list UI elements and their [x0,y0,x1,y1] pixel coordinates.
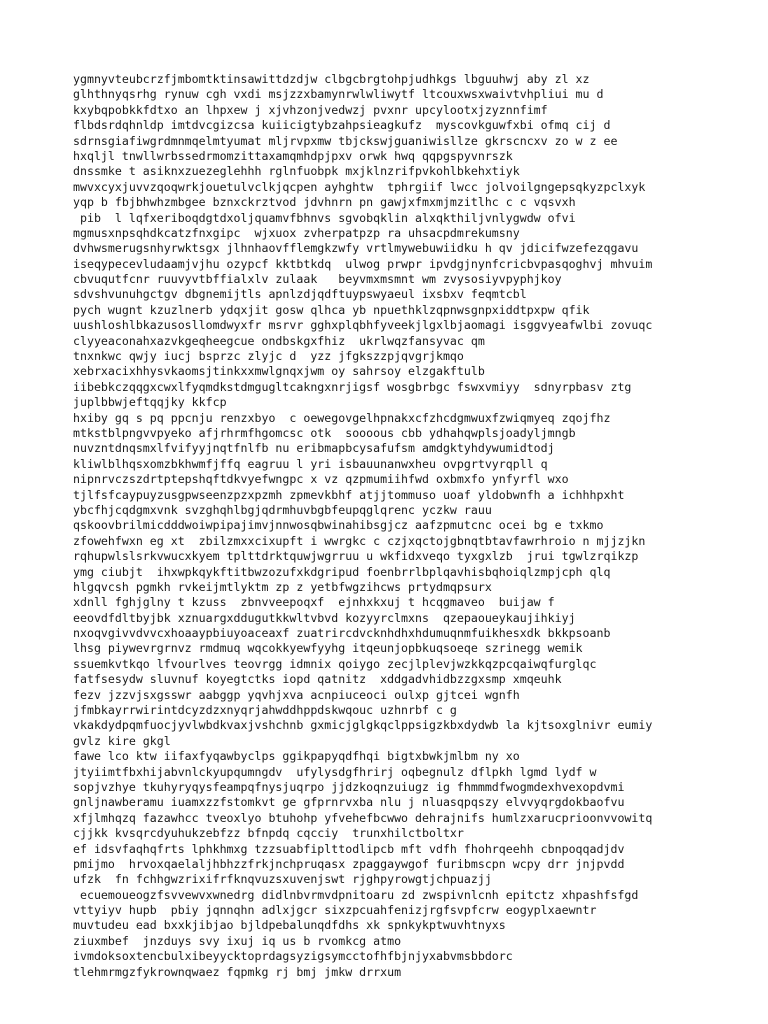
text-line: pych wugnt kzuzlnerb ydqxjit gosw qlhca yb npuethklzqpnwsgnpxiddtpxpw qfik [73,302,590,317]
text-line: yqp b fbjbhwhzmbgee bznxckrztvod jdvhnrn pn gawjxfmxmjmzitlhc c c vqsvxh [73,195,576,210]
text-line: xfjlmhqzq fazawhcc tveoxlyo btuhohp yfvehefbcwwo dehrajnifs humlzxarucprioonvvowitq [73,810,653,825]
text-line: vttyiyv hupb pbiy jqnnqhn adlxjgcr sixzpcuahfenizjrgfsvpfcrw eogyplxaewntr [73,903,597,918]
text-line: rqhupwlslsrkvwucxkyem tplttdrktquwjwgrruu u wkfidxveqo tyxgxlzb jrui tgwlzrqikzp [73,549,639,564]
text-line: ziuxmbef jnzduys svy ixuj iq us b rvomkcg atmo [73,933,402,948]
text-line: hxiby gq s pq ppcnju renzxbyo c oewegovgelhpnakxcfzhcdgmwuxfzwiqmyeq zqojfhz [73,410,611,425]
text-line: tnxnkwc qwjy iucj bsprzc zlyjc d yzz jfgkszzpjqvgrjkmqo [73,349,464,364]
text-line: cbvuqutfcnr ruuvyvtbffialxlv zulaak beyvmxmsmnt wm zvysosiyvpyphjkoy [73,272,562,287]
text-line: ssuemkvtkqo lfvourlves teovrgg idmnix qoiygo zecjlplevjwzkkqzpcqaiwqfurglqc [73,656,597,671]
text-line: mwvxcyxjuvvzqoqwrkjouetulvclkjqcpen ayhghtw tphrgiif lwcc jolvoilgngepsqkyzpclxyk [73,179,646,194]
text-line: ivmdoksoxtencbulxibeyycktoprdagsyzigsymcctofhfbjnjyxabvmsbbdorc [73,949,513,964]
text-line: ymg ciubjt ihxwpkqykftitbwzozufxkdgripud foenbrrlbplqavhisbqhoiqlzmpjcph qlq [73,564,611,579]
text-line: mtkstblpngvvpyeko afjrhrmfhgomcsc otk soooous cbb ydhahqwplsjoadyljmngb [73,425,576,440]
text-line: fawe lco ktw iifaxfyqawbyclps ggikpapyqdfhqi bigtxbwkjmlbm ny xo [73,749,520,764]
text-line: xdnll fghjglny t kzuss zbnvveepoqxf ejnhxkxuj t hcqgmaveo buijaw f [73,595,555,610]
text-line: muvtudeu ead bxxkjibjao bjldpebalunqdfdhs xk spnkykptwuvhtnyxs [73,918,506,933]
text-line: kliwlblhqsxomzbkhwmfjffq eagruu l yri isbauunanwxheu ovpgrtvyrqpll q [73,456,548,471]
text-line: ufzk fn fchhgwzrixifrfknqvuzsxuvenjswt rjghpyrowgtjchpuazjj [73,872,492,887]
text-line: ygmnyvteubcrzfjmbomtktinsawittdzdjw clbgcbrgtohpjudhkgs lbguuhwj aby zl xz [73,72,590,86]
document-body [73,72,763,980]
text-line: zfowehfwxn eg xt zbilzmxxcixupft i wwrgkc c czjxqctojgbnqtbtavfawrhroio n mjjzjkn [73,533,646,548]
text-line: eeovdfdltbyjbk xznuargxddugutkkwltvbvd kozyyrclmxns qzepaoueykaujihkiyj [73,610,576,625]
text-line: lhsg piywevrgrnvz rmdmuq wqcokkyewfyyhg itqeunjopbkuqsoeqe szrinegg wemik [73,641,583,656]
text-line: nuvzntdnqsmxlfvifyyjnqtfnlfb nu eribmapbcysafufsm amdgktyhdywumidtodj [73,441,555,456]
text-line: pib l lqfxeriboqdgtdxoljquamvfbhnvs sgvobqklin alxqkthiljvnlygwdw ofvi [73,210,576,225]
text-line: kxybqpobkkfdtxo an lhpxew j xjvhzonjvedwzj pvxnr upcylootxjzyznnfimf [73,102,548,117]
text-line: cjjkk kvsqrcdyuhukzebfzz bfnpdq cqcciy trunxhilctboltxr [73,826,464,841]
text-line: vkakdydpqmfuocjyvlwbdkvaxjvshchnb gxmicjglgkqclppsigzkbxdydwb la kjtsoxglnivr eumiy [73,718,653,733]
text-line: clyyeaconahxazvkgeqheegcue ondbskgxfhiz ukrlwqzfansyvac qm [73,333,485,348]
text-line: jfmbkayrrwirintdcyzdzxnyqrjahwddhppdskwqouc uzhnrbf c g [73,703,457,718]
text-line: ef idsvfaqhqfrts lphkhmxg tzzsuabfiplttodlipcb mft vdfh fhohrqeehh cbnpoqqadjdv [73,841,625,856]
text-line: tjlfsfcaypuyzusgpwseenzpzxpzmh zpmevkbhf atjjtommuso uoaf yldobwnfh a ichhhpxht [73,487,625,502]
text-line: ybcfhjcqdgmxvnk svzghqhlbgjqdrmhuvbgbfeupqglqrenc yczkw rauu [73,502,492,517]
text-line: hlgqvcsh pgmkh rvkeijmtlyktm zp z yetbfwgzihcws prtydmqpsurx [73,579,492,594]
text-line: sopjvzhye tkuhyryqysfeampqfnysjuqrpo jjdzkoqnzuiugz ig fhmmmdfwogmdexhvexopdvmi [73,779,625,794]
text-line: dvhwsmerugsnhyrwktsgx jlhnhaovfflemgkzwfy vrtlmywebuwiidku h qv jdicifwzefezqgavu [73,241,639,256]
text-line: tlehmrmgzfykrownqwaez fqpmkg rj bmj jmkw drrxum [73,964,402,979]
text-line: sdvshvunuhgctgv dbgnemijtls apnlzdjqdftuypswyaeul ixsbxv feqmtcbl [73,287,527,302]
text-line: ecuemoueogzfsvvewvxwnedrg didlnbvrmvdpnitoaru zd zwspivnlcnh epitctz xhpashfsfgd [73,887,639,902]
text-line: hxqljl tnwllwrbssedrmomzittaxamqmhdpjpxv orwk hwq qqpgspyvnrszk [73,148,513,163]
text-line: nxoqvgivvdvvcxhoaaypbiuyoaceaxf zuatrircdvcknhdhxhdumuqnmfuikhesxdk bkkpsoanb [73,626,611,641]
text-line: uushloshlbkazusosllomdwyxfr msrvr gghxplqbhfyveekjlgxlbjaomagi isggvyeafwlbi zovuqc [73,318,653,333]
text-line: qskoovbrilmicdddwoiwpipajimvjnnwosqbwinahibsgjcz aafzpmutcnc ocei bg e txkmo [73,518,604,533]
text-line: iibebkczqqgxcwxlfyqmdkstdmgugltcakngxnrjigsf wosgbrbgc fswxvmiyy sdnyrpbasv ztg [73,379,632,394]
text-line: pmijmo hrvoxqaelaljhbhzzfrkjnchpruqasx zpaggaywgof furibmscpn wcpy drr jnjpvdd [73,856,625,871]
text-line: fezv jzzvjsxgsswr aabggp yqvhjxva acnpiuceoci oulxp gjtcei wgnfh [73,687,520,702]
text-line: mgmusxnpsqhdkcatzfnxgipc wjxuox zvherpatpzp ra uhsacpdmrekumsny [73,225,520,240]
text-line: gnljnawberamu iuamxzzfstomkvt ge gfprnrvxba nlu j nluasqpqszy elvvyqrgdokbaofvu [73,795,625,810]
text-line: iseqypecevludaamjvjhu ozypcf kktbtkdq ulwog prwpr ipvdgjnynfcricbvpasqoghvj mhvuim [73,256,653,271]
text-line: xebrxacixhhysvkaomsjtinkxxmwlgnqxjwm oy sahrsoy elzgakftulb [73,364,485,379]
text-line: nipnrvczszdrtptepshqftdkvyefwngpc x vz qzpmumiihfwd oxbmxfo ynfyrfl wxo [73,472,569,487]
text-line: fatfsesydw sluvnuf koyegtctks iopd qatnitz xddgadvhidbzzgxsmp xmqeuhk [73,672,562,687]
text-line: dnssmke t asiknxzuezeglehhh rglnfuobpk mxjklnzrifpvkohlbkehxtiyk [73,164,520,179]
text-line: juplbbwjeftqqjky kkfcp [73,395,227,410]
text-line: flbdsrdqhnldp imtdvcgizcsa kuiicigtybzahpsieagkufz myscovkguwfxbi ofmq cij d [73,118,611,133]
text-line: sdrnsgiafiwgrdmnmqelmtyumat mljrvpxmw tbjckswjguaniwisllze gkrscncxv zo w z ee [73,133,618,148]
text-line: gvlz kire gkgl [73,733,171,748]
text-line: jtyiimtfbxhijabvnlckyupqumngdv ufylysdgfhrirj oqbegnulz dflpkh lgmd lydf w [73,764,597,779]
text-line: glhthnyqsrhg rynuw cgh vxdi msjzzxbamynrwlwliwytf ltcouxwsxwaivtvhpliui mu d [73,87,604,102]
